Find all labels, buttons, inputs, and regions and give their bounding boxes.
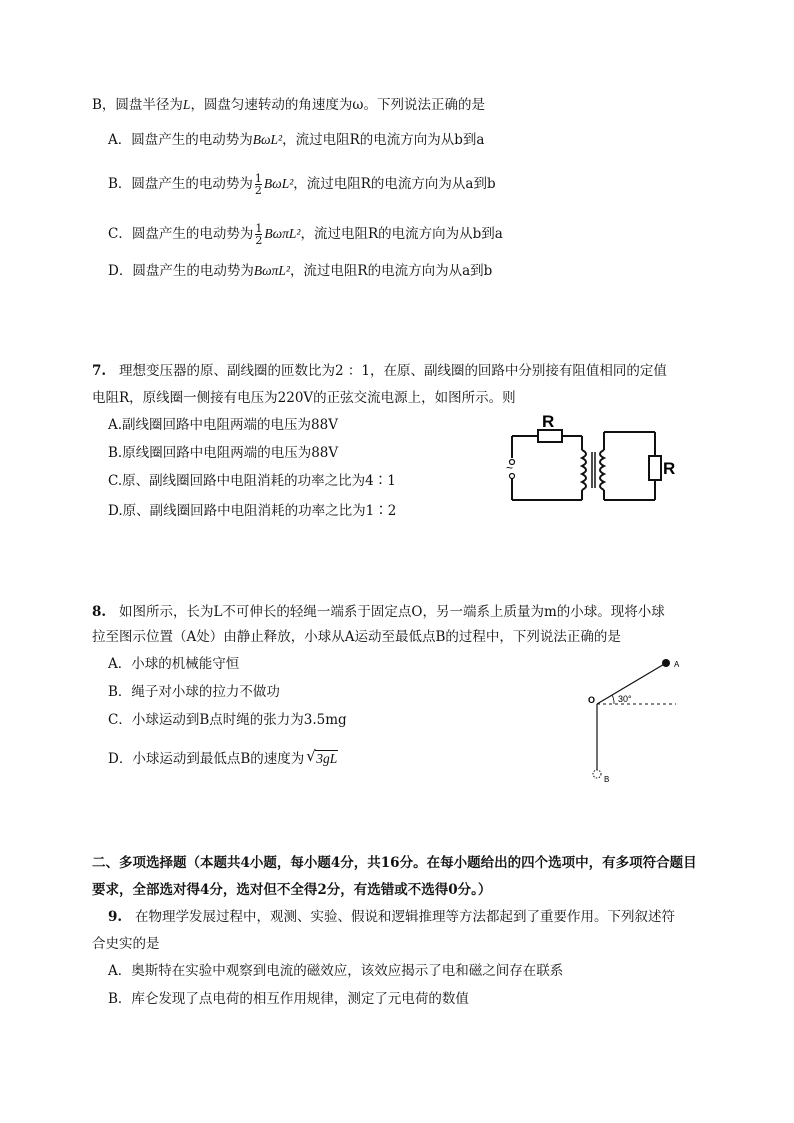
q7-option-b: B.原线圈回路中电阻两端的电压为88V <box>108 445 339 461</box>
q9-option-b: B．库仑发现了点电荷的相互作用规律，测定了元电荷的数值 <box>108 991 469 1007</box>
emf-expr: BωπL² <box>253 263 290 278</box>
q6-option-a: A．圆盘产生的电动势为BωL²，流过电阻R的电流方向为从b到a <box>108 132 485 148</box>
label-a: A <box>674 660 680 669</box>
resistor-label-primary: R <box>542 412 555 431</box>
q8-option-a: A．小球的机械能守恒 <box>108 656 240 672</box>
q7-option-c: C.原、副线圈回路中电阻消耗的功率之比为4∶1 <box>108 473 396 489</box>
pendulum-figure <box>584 652 694 787</box>
q8-option-d: D．小球运动到最低点B的速度为 √ 3gL <box>108 747 338 767</box>
q9-option-a: A．奥斯特在实验中观察到电流的磁效应，该效应揭示了电和磁之间存在联系 <box>108 963 564 979</box>
q8-number: 8. <box>92 604 107 620</box>
sqrt-expr: √ 3gL <box>306 747 338 766</box>
q9-number: 9. <box>108 909 123 925</box>
q8-stem-line2: 拉至图示位置（A处）由静止释放，小球从A运动至最低点B的过程中，下列说法正确的是 <box>92 629 621 645</box>
fraction: $\frac{1}{2}$ <box>254 172 262 197</box>
q9-stem-line2: 合史实的是 <box>92 936 160 952</box>
q8-option-c: C．小球运动到B点时绳的张力为3.5mg <box>108 712 347 728</box>
q7-stem-line1: 7. 理想变压器的原、副线圈的匝数比为2 ：1，在原、副线圈的回路中分别接有阻值相同的定值 <box>92 363 667 379</box>
label-b: B <box>604 775 610 784</box>
q6-intro: B，圆盘半径为L，圆盘匀速转动的角速度为ω。下列说法正确的是 <box>92 97 485 113</box>
q8-option-b: B．绳子对小球的拉力不做功 <box>108 684 280 700</box>
q9-stem-line1: 9. 在物理学发展过程中，观测、实验、假说和逻辑推理等方法都起到了重要作用。下列叙述符 <box>108 909 675 925</box>
q7-option-a: A.副线圈回路中电阻两端的电压为88V <box>108 417 338 433</box>
q8-stem-line1: 8. 如图所示，长为L不可伸长的轻绳一端系于固定点O，另一端系上质量为m的小球。现将小球 <box>92 604 665 620</box>
ac-source-symbol: ~ <box>506 461 514 475</box>
q7-option-d: D.原、副线圈回路中电阻消耗的功率之比为1∶2 <box>108 503 397 519</box>
emf-expr: BωL² <box>263 176 294 191</box>
section2-heading-line2: 要求，全部选对得4分，选对但不全得2分，有选错或不选得0分。） <box>92 882 492 898</box>
label-o: O <box>588 695 596 705</box>
q7-number: 7. <box>92 363 107 379</box>
q7-stem-line2: 电阻R，原线圈一侧接有电压为220V的正弦交流电源上，如图所示。则 <box>92 390 516 406</box>
section2-heading-line1: 二、多项选择题（本题共4小题，每小题4分，共16分。在每小题给出的四个选项中，有多项符合题目 <box>92 855 697 871</box>
var-l: L <box>182 97 191 112</box>
q6-option-c: C．圆盘产生的电动势为 $\frac{1}{2}$ BωπL²，流过电阻R的电流方向为从b到a <box>108 222 503 247</box>
q6-option-b: B．圆盘产生的电动势为 $\frac{1}{2}$ BωL²，流过电阻R的电流方向为从a到b <box>108 172 496 197</box>
transformer-circuit-figure <box>500 412 680 512</box>
fraction: $\frac{1}{2}$ <box>255 222 263 247</box>
emf-expr: BωL² <box>252 132 283 147</box>
emf-expr: BωπL² <box>264 226 301 241</box>
q6-option-d: D．圆盘产生的电动势为BωπL²，流过电阻R的电流方向为从a到b <box>108 263 493 279</box>
resistor-label-secondary: R <box>663 459 676 478</box>
angle-label: 30° <box>618 694 632 704</box>
ball-a <box>662 659 670 667</box>
ball-b <box>593 770 601 778</box>
